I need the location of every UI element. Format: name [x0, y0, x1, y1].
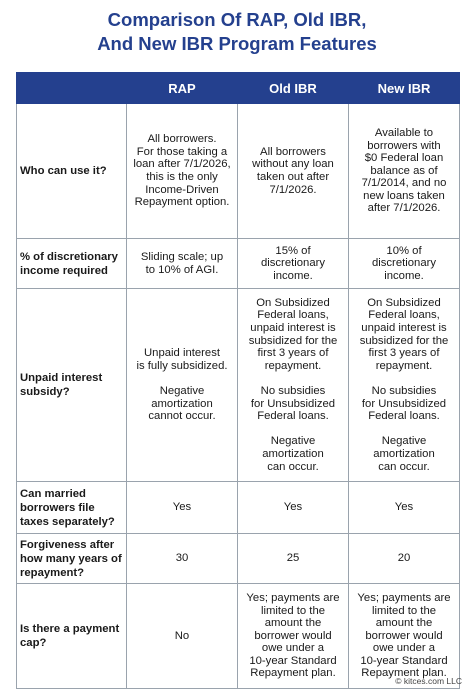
column-header-old-ibr: Old IBR: [238, 73, 349, 104]
comparison-table: [16, 72, 460, 689]
table-row: [17, 534, 460, 584]
cell-rap: Yes: [127, 482, 238, 534]
cell-rap: Unpaid interest is fully subsidized. Negative amortization cannot occur.: [127, 289, 238, 482]
row-label-payment-cap: Is there a payment cap?: [17, 584, 127, 689]
cell-old-ibr: 25: [238, 534, 349, 584]
table-row: [17, 482, 460, 534]
cell-old-ibr: All borrowers without any loan taken out after 7/1/2026.: [238, 104, 349, 239]
table-row: [17, 584, 460, 689]
column-header-new-ibr: New IBR: [349, 73, 460, 104]
cell-new-ibr: Yes; payments are limited to the amount the borrower would owe under a 10-year Standard Repayment plan.: [349, 584, 460, 689]
cell-old-ibr: 15% of discretionary income.: [238, 239, 349, 289]
row-label-who-can-use: Who can use it?: [17, 104, 127, 239]
row-label-married-file-separately: Can married borrowers file taxes separately?: [17, 482, 127, 534]
row-label-interest-subsidy: Unpaid interest subsidy?: [17, 289, 127, 482]
copyright-footer: © kitces.com LLC: [395, 676, 462, 686]
cell-new-ibr: On Subsidized Federal loans, unpaid interest is subsidized for the first 3 years of repayment. No subsidies for Unsubsidized Federal loans. Negative amortization can occur.: [349, 289, 460, 482]
cell-rap: No: [127, 584, 238, 689]
cell-new-ibr: 10% of discretionary income.: [349, 239, 460, 289]
cell-old-ibr: On Subsidized Federal loans, unpaid interest is subsidized for the first 3 years of repayment. No subsidies for Unsubsidized Federal loans. Negative amortization can occur.: [238, 289, 349, 482]
table-row: [17, 289, 460, 482]
row-label-forgiveness-years: Forgiveness after how many years of repayment?: [17, 534, 127, 584]
cell-old-ibr: Yes: [238, 482, 349, 534]
title-line-2: And New IBR Program Features: [97, 33, 377, 54]
cell-new-ibr: Available to borrowers with $0 Federal loan balance as of 7/1/2014, and no new loans taken after 7/1/2026.: [349, 104, 460, 239]
column-header-rap: RAP: [127, 73, 238, 104]
cell-new-ibr: Yes: [349, 482, 460, 534]
table-row: [17, 239, 460, 289]
table-header-row: [17, 73, 460, 104]
cell-new-ibr: 20: [349, 534, 460, 584]
table-row: [17, 104, 460, 239]
header-corner-cell: [17, 73, 127, 104]
cell-old-ibr: Yes; payments are limited to the amount the borrower would owe under a 10-year Standard Repayment plan.: [238, 584, 349, 689]
title-line-1: Comparison Of RAP, Old IBR,: [107, 9, 367, 30]
cell-rap: All borrowers. For those taking a loan after 7/1/2026, this is the only Income-Driven Repayment option.: [127, 104, 238, 239]
row-label-discretionary-income: % of discretionary income required: [17, 239, 127, 289]
cell-rap: 30: [127, 534, 238, 584]
cell-rap: Sliding scale; up to 10% of AGI.: [127, 239, 238, 289]
page-title: [0, 8, 474, 56]
